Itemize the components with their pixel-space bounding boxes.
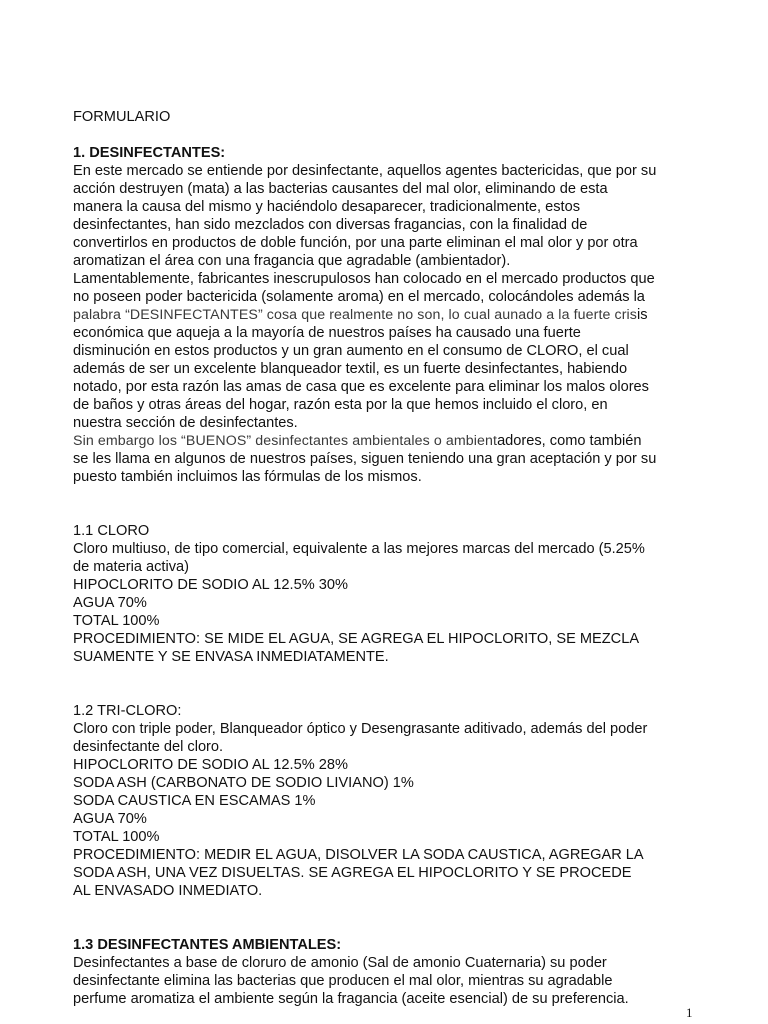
text-line: nuestra sección de desinfectantes.	[73, 415, 298, 431]
text-line-mixed	[73, 306, 699, 324]
text-line: Desinfectantes a base de cloruro de amonio (Sal de amonio Cuaternaria) su poder	[73, 955, 607, 971]
text-line: no poseen poder bactericida (solamente aroma) en el mercado, colocándoles además la	[73, 289, 645, 305]
text-line: aromatizan el área con una fragancia que agradable (ambientador).	[73, 253, 511, 269]
text-run: adores, como también	[497, 433, 642, 449]
text-line: TOTAL 100%	[73, 613, 160, 629]
text-line: SODA ASH, UNA VEZ DISUELTAS. SE AGREGA EL HIPOCLORITO Y SE PROCEDE	[73, 865, 632, 881]
text-line: de materia activa)	[73, 559, 189, 575]
text-line: HIPOCLORITO DE SODIO AL 12.5% 28%	[73, 757, 348, 773]
text-line: desinfectante elimina las bacterias que producen el mal olor, mientras su agradable	[73, 973, 613, 989]
text-line: desinfectante del cloro.	[73, 739, 224, 755]
section-1-1-heading: 1.1 CLORO	[73, 523, 150, 539]
text-run: Sin embargo los “BUENOS” desinfectantes ambientales o ambient	[73, 433, 498, 449]
spacer	[73, 126, 699, 144]
text-line: PROCEDIMIENTO: MEDIR EL AGUA, DISOLVER LA SODA CAUSTICA, AGREGAR LA	[73, 847, 644, 863]
section-1-1-body	[73, 540, 699, 666]
text-line: manera la causa del mismo y haciéndolo desaparecer, tradicionalmente, estos	[73, 199, 581, 215]
text-line: convertirlos en productos de doble función, por una parte eliminan el mal olor y por otra	[73, 235, 638, 251]
page-number: 1	[686, 1005, 693, 1020]
text-line: Lamentablemente, fabricantes inescrupulosos han colocado en el mercado productos que	[73, 271, 655, 287]
text-line: AL ENVASADO INMEDIATO.	[73, 883, 263, 899]
text-line: TOTAL 100%	[73, 829, 160, 845]
text-line: se les llama en algunos de nuestros países, siguen teniendo una gran aceptación y por su	[73, 451, 657, 467]
text-line: Cloro multiuso, de tipo comercial, equivalente a las mejores marcas del mercado (5.25%	[73, 541, 645, 557]
text-line: En este mercado se entiende por desinfectante, aquellos agentes bactericidas, que por su	[73, 163, 657, 179]
text-line: puesto también incluimos las fórmulas de los mismos.	[73, 469, 422, 485]
section-1-3-heading: 1.3 DESINFECTANTES AMBIENTALES:	[73, 937, 342, 953]
text-line: económica que aqueja a la mayoría de nuestros países ha causado una fuerte	[73, 325, 581, 341]
section-1-3-body	[73, 954, 699, 1008]
text-line: desinfectantes, han sido mezclados con diversas fragancias, con la finalidad de	[73, 217, 588, 233]
text-line: PROCEDIMIENTO: SE MIDE EL AGUA, SE AGREGA EL HIPOCLORITO, SE MEZCLA	[73, 631, 640, 647]
spacer	[73, 486, 699, 522]
document-title: FORMULARIO	[73, 109, 171, 125]
text-line: disminución en estos productos y un gran aumento en el consumo de CLORO, el cual	[73, 343, 629, 359]
section-1-2-heading: 1.2 TRI-CLORO:	[73, 703, 182, 719]
text-run: palabra “DESINFECTANTES” cosa que realmente no son, lo cual aunado a la fuerte cris	[73, 307, 637, 323]
text-line-mixed	[73, 432, 699, 450]
text-line: Cloro con triple poder, Blanqueador óptico y Desengrasante aditivado, además del poder	[73, 721, 648, 737]
section-1-heading: 1. DESINFECTANTES:	[73, 145, 226, 161]
text-line: notado, por esta razón las amas de casa que es excelente para eliminar los malos olores	[73, 379, 649, 395]
spacer	[73, 900, 699, 936]
text-line: acción destruyen (mata) a las bacterias causantes del mal olor, eliminando de esta	[73, 181, 608, 197]
text-run: is	[636, 307, 648, 323]
text-line: SODA ASH (CARBONATO DE SODIO LIVIANO) 1%	[73, 775, 414, 791]
section-1-2-body	[73, 720, 699, 900]
document-body	[73, 108, 699, 1008]
text-line: SUAMENTE Y SE ENVASA INMEDIATAMENTE.	[73, 649, 389, 665]
text-line: SODA CAUSTICA EN ESCAMAS 1%	[73, 793, 316, 809]
text-line: de baños y otras áreas del hogar, razón esta por la que hemos incluido el cloro, en	[73, 397, 608, 413]
section-1-paragraph	[73, 162, 699, 486]
spacer	[73, 666, 699, 702]
text-line: HIPOCLORITO DE SODIO AL 12.5% 30%	[73, 577, 348, 593]
text-line: AGUA 70%	[73, 811, 147, 827]
text-line: perfume aromatiza el ambiente según la fragancia (aceite esencial) de su preferencia.	[73, 991, 629, 1007]
text-line: además de ser un excelente blanqueador textil, es un fuerte desinfectantes, habiendo	[73, 361, 628, 377]
text-line: AGUA 70%	[73, 595, 147, 611]
